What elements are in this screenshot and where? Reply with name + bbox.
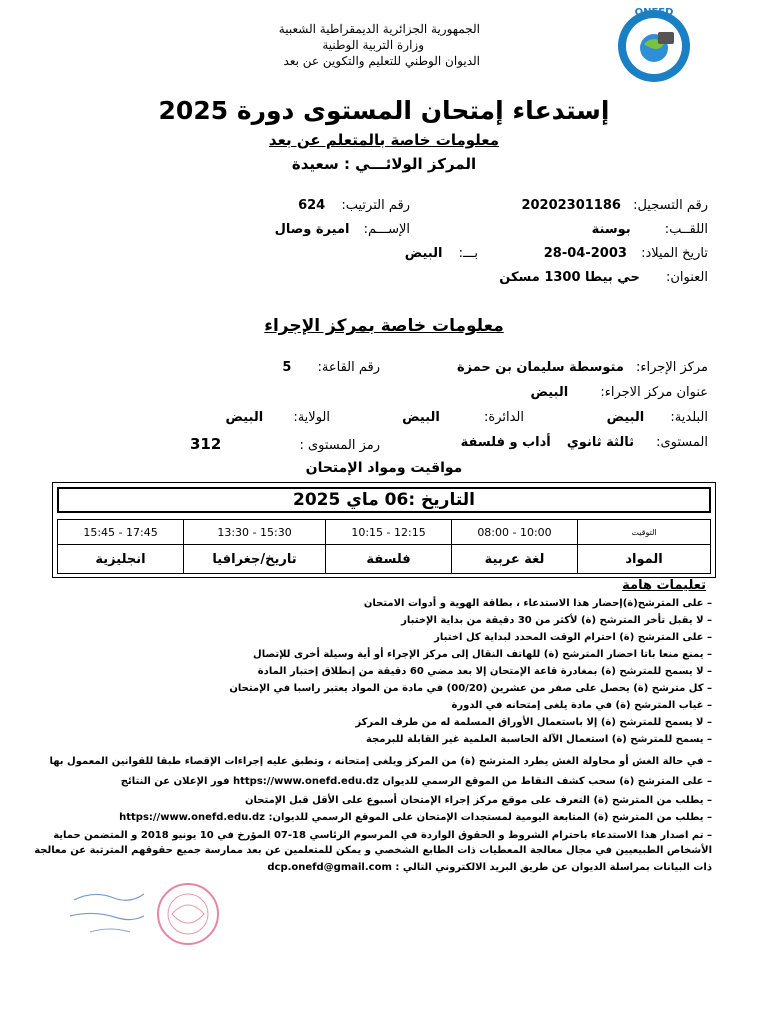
instruction-item: – في حالة الغش أو محاولة الغش يطرد المترشح (ة) من المركز ويلغى إمتحانه ، وتطبق عليه إجراءات الإقصاء طبقا للقوانين المعمول بها xyxy=(49,756,712,767)
stream-value: أداب و فلسفة xyxy=(460,435,551,450)
instruction-item: – على المترشح(ة)إحضار هذا الاستدعاء ، بطاقة الهوية و أدوات الامتحان xyxy=(363,598,712,609)
dob-field xyxy=(544,246,708,261)
exam-center-value: متوسطة سليمان بن حمزة xyxy=(456,360,624,375)
daira-label: الدائرة: xyxy=(484,410,524,425)
surname-field xyxy=(592,222,708,237)
room-label: رقم القاعة: xyxy=(317,360,380,375)
regional-center: المركز الولائـــي : سعيدة xyxy=(291,155,477,173)
room-field xyxy=(282,360,380,375)
reg-number-field xyxy=(521,198,708,213)
time-slot-2: 10:15 - 12:15 xyxy=(326,520,452,545)
instruction-item: – لا يسمح للمترشح (ة) بمغادرة قاعة الإمتحان إلا بعد مضي 60 دقيقة من إنطلاق إختبار المادة xyxy=(257,666,712,677)
address-field xyxy=(499,270,708,285)
surname-value: بوسنة xyxy=(591,222,631,237)
subject-4: انجليزية xyxy=(58,545,184,574)
reg-number-label: رقم التسجيل: xyxy=(633,198,708,213)
rank-field xyxy=(298,198,410,213)
pob-field xyxy=(405,246,478,261)
subject-row-label: المواد xyxy=(578,545,711,574)
page-title: إستدعاء إمتحان المستوى دورة 2025 xyxy=(158,96,610,125)
learner-section-title: معلومات خاصة بالمتعلم عن بعد xyxy=(268,131,500,149)
exam-center-field xyxy=(457,360,708,375)
instruction-item: – على المترشح (ة) سحب كشف النقاط من الموقع الرسمي للديوان https://www.onefd.edu.dz فور الإعلان عن النتائج xyxy=(120,776,712,787)
daira-field xyxy=(402,410,524,425)
level-code-value: 312 xyxy=(189,435,222,453)
center-address-field xyxy=(531,385,708,400)
official-stamp xyxy=(60,878,222,948)
center-address-label: عنوان مركز الاجراء: xyxy=(600,385,708,400)
surname-label: اللقــب: xyxy=(664,222,708,237)
instructions-title: تعليمات هامة xyxy=(622,578,706,593)
address-value: حي بيطا 1300 مسكن xyxy=(499,270,640,285)
pob-value: البيض xyxy=(404,246,443,261)
name-field xyxy=(275,222,410,237)
header-line-ministry: وزارة التربية الوطنية xyxy=(322,38,424,52)
wilaya-label: الولاية: xyxy=(293,410,330,425)
time-row xyxy=(58,520,711,545)
instruction-item: ذات البيانات بمراسلة الديوان عن طريق البريد الالكتروني التالي : dcp.onefd@gmail.com xyxy=(267,862,712,873)
center-address-value: البيض xyxy=(530,385,569,400)
daira-value: البيض xyxy=(402,410,440,425)
center-section-title: معلومات خاصة بمركز الإجراء xyxy=(264,316,504,336)
instruction-item: – على المترشح (ة) احترام الوقت المحدد لبداية كل اختبار xyxy=(434,632,712,643)
onefd-logo xyxy=(612,4,696,84)
name-label: الإســـم: xyxy=(363,222,410,237)
rank-value: 624 xyxy=(298,198,326,213)
exam-date: التاريخ :06 ماي 2025 xyxy=(57,487,711,513)
instruction-item: – لا يقبل تأخر المترشح (ة) لأكثر من 30 دقيقة من بداية الإختبار xyxy=(401,615,712,626)
dob-label: تاريخ الميلاد: xyxy=(641,246,708,261)
schedule-box xyxy=(52,482,716,578)
level-field xyxy=(461,435,708,450)
level-value: ثالثة ثانوي xyxy=(566,435,634,450)
wilaya-value: البيض xyxy=(225,410,264,425)
exam-center-label: مركز الإجراء: xyxy=(636,360,708,375)
subject-1: لغة عربية xyxy=(452,545,578,574)
level-code-field xyxy=(190,435,380,453)
instruction-item: – يطلب من المترشح (ة) المتابعة اليومية لمستجدات الإمتحان على الموقع الرسمي للديوان: https://www.onefd.edu.dz xyxy=(119,812,712,823)
subject-3: تاريخ/جغرافيا xyxy=(184,545,326,574)
header-line-republic: الجمهورية الجزائرية الديمقراطية الشعبية xyxy=(278,22,480,36)
wilaya-field xyxy=(226,410,331,425)
instruction-item: – كل مترشح (ة) يحصل على صفر من عشرين (00/20) في مادة من المواد يعتبر راسبا في الإمتحان xyxy=(229,683,712,694)
subject-row xyxy=(58,545,711,574)
commune-field xyxy=(607,410,708,425)
pob-label: بـــ: xyxy=(458,246,478,261)
time-slot-4: 15:45 - 17:45 xyxy=(58,520,184,545)
instruction-item: الأشخاص الطبيعيين في مجال معالجة المعطيات ذات الطابع الشخصي و يمكن للمتعلمين عن بعد ممارسة جميع حقوقهم المترتبة عن معالجة xyxy=(34,845,712,856)
schedule-title: مواقيت ومواد الإمتحان xyxy=(305,460,463,476)
dob-value: 28-04-2003 xyxy=(543,246,627,261)
instruction-item: – غياب المترشح (ة) في مادة يلغى إمتحانه في الدورة xyxy=(451,700,712,711)
rank-label: رقم الترتيب: xyxy=(341,198,410,213)
reg-number-value: 20202301186 xyxy=(521,198,621,213)
instruction-item: – يمنع منعا باتا احضار المترشح (ة) للهاتف النقال إلى مركز الإجراء أو أية وسيلة أخرى للإتصال xyxy=(253,649,712,660)
time-row-label: التوقيت xyxy=(578,520,711,545)
commune-value: البيض xyxy=(606,410,645,425)
schedule-table xyxy=(57,519,711,574)
address-label: العنوان: xyxy=(665,270,708,285)
level-label: المستوى: xyxy=(656,435,708,450)
time-slot-1: 08:00 - 10:00 xyxy=(452,520,578,545)
logo-text: ONEFD xyxy=(634,7,674,18)
instruction-item: – يطلب من المترشح (ة) التعرف على موقع مركز إجراء الإمتحان أسبوع على الأقل قبل الإمتحان xyxy=(245,795,712,806)
room-value: 5 xyxy=(282,360,292,375)
name-value: اميرة وصال xyxy=(274,222,350,237)
instruction-item: – تم اصدار هذا الاستدعاء باحترام الشروط و الحقوق الواردة في المرسوم الرئاسي 18-07 المؤرخ في 10 يونيو 2018 و المتضمن حماية xyxy=(53,830,712,841)
subject-2: فلسفة xyxy=(326,545,452,574)
commune-label: البلدية: xyxy=(670,410,708,425)
level-code-label: رمز المستوى : xyxy=(299,438,380,453)
header-line-onefd: الديوان الوطني للتعليم والتكوين عن بعد xyxy=(283,54,480,68)
instruction-item: – يسمح للمترشح (ة) استعمال الآلة الحاسبة العلمية غير القابلة للبرمجة xyxy=(365,734,712,745)
instruction-item: – لا يسمح للمترشح (ة) إلا باستعمال الأوراق المسلمة له من طرف المركز xyxy=(355,717,712,728)
time-slot-3: 13:30 - 15:30 xyxy=(184,520,326,545)
